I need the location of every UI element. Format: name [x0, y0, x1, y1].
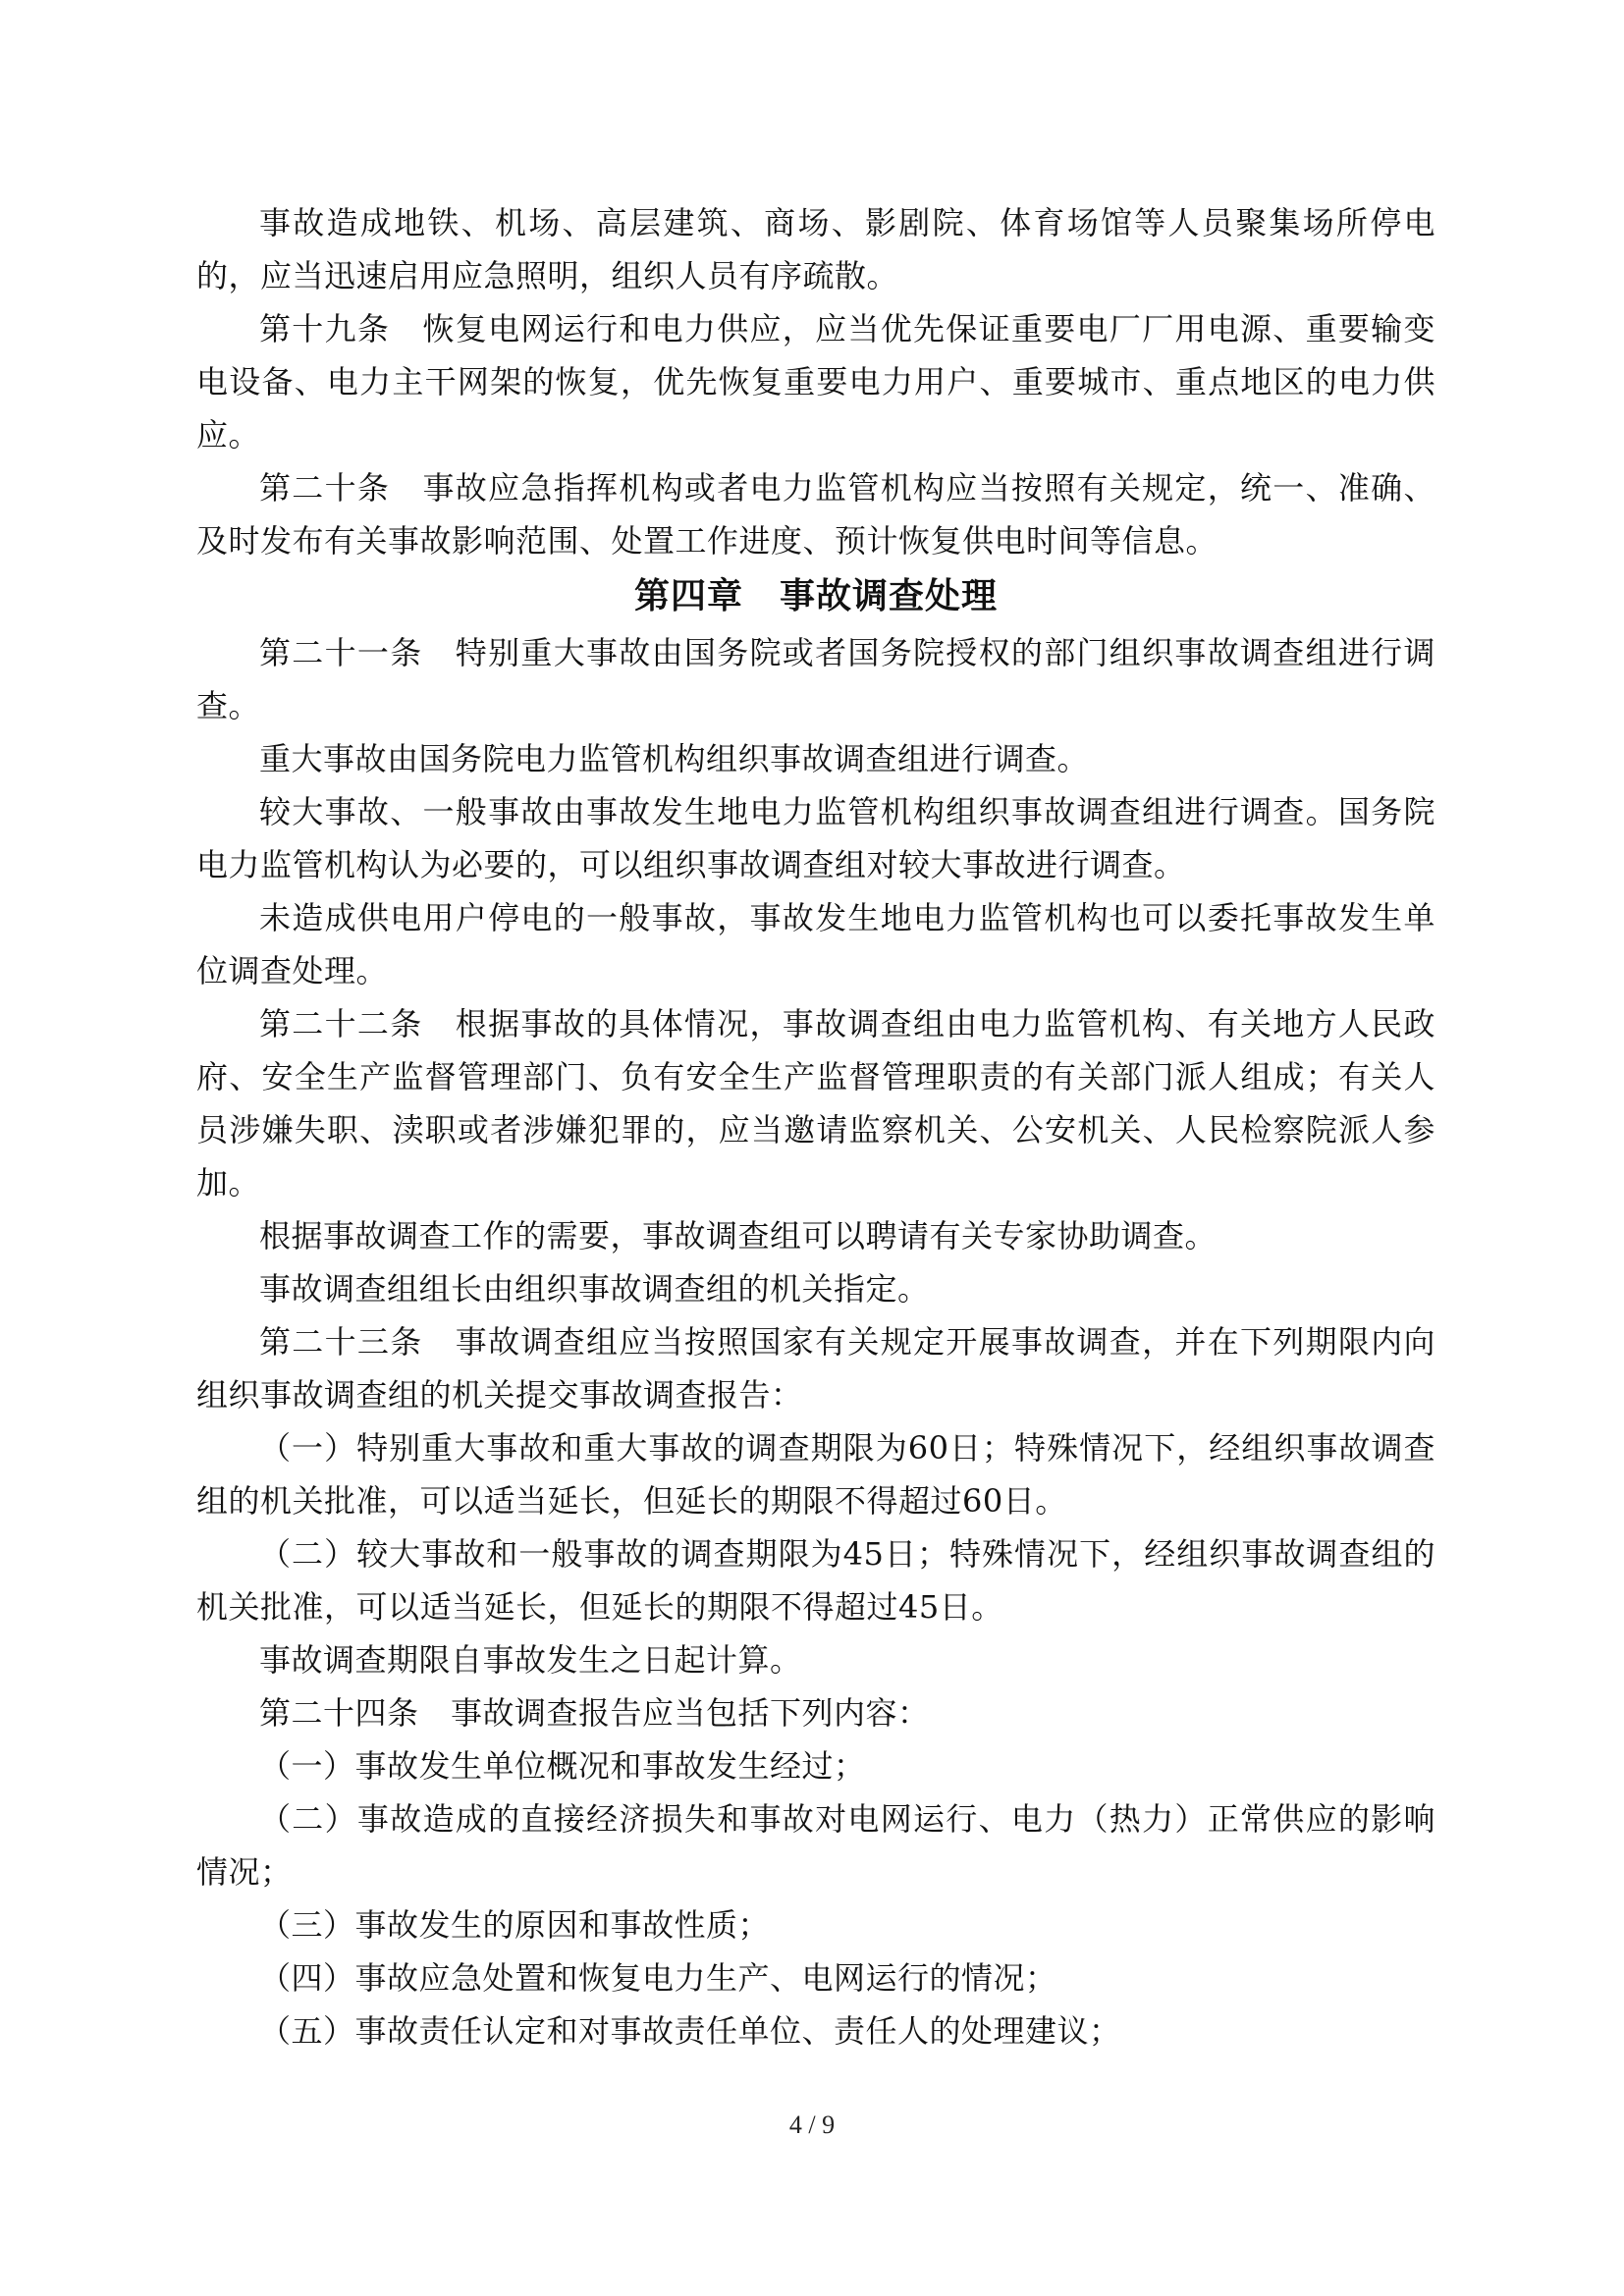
paragraph: （一）事故发生单位概况和事故发生经过；: [259, 1747, 866, 1785]
document-body: [196, 196, 1435, 2057]
paragraph: 较大事故、一般事故由事故发生地电力监管机构组织事故调查组进行调查。国务院电力监管机构认为必要的，可以组织事故调查组对较大事故进行调查。: [196, 793, 1435, 883]
paragraph: 第二十条 事故应急指挥机构或者电力监管机构应当按照有关规定，统一、准确、及时发布有关事故影响范围、处置工作进度、预计恢复供电时间等信息。: [196, 469, 1435, 560]
paragraph: 第十九条 恢复电网运行和电力供应，应当优先保证重要电厂厂用电源、重要输变电设备、电力主干网架的恢复，优先恢复重要电力用户、重要城市、重点地区的电力供应。: [196, 310, 1435, 454]
paragraph: （三）事故发生的原因和事故性质；: [259, 1906, 771, 1944]
page-number: 4 / 9: [788, 2110, 836, 2139]
paragraph: 事故造成地铁、机场、高层建筑、商场、影剧院、体育场馆等人员聚集场所停电的，应当迅速启用应急照明，组织人员有序疏散。: [196, 204, 1435, 294]
paragraph: 重大事故由国务院电力监管机构组织事故调查组进行调查。: [259, 740, 1090, 777]
paragraph: 事故调查组组长由组织事故调查组的机关指定。: [259, 1270, 930, 1308]
chapter-heading: 第四章 事故调查处理: [633, 575, 998, 616]
paragraph: （四）事故应急处置和恢复电力生产、电网运行的情况；: [259, 1959, 1057, 1997]
paragraph: （一）特别重大事故和重大事故的调查期限为60日；特殊情况下，经组织事故调查组的机关批准，可以适当延长，但延长的期限不得超过60日。: [196, 1429, 1435, 1520]
paragraph: 第二十二条 根据事故的具体情况，事故调查组由电力监管机构、有关地方人民政府、安全生产监督管理部门、负有安全生产监督管理职责的有关部门派人组成；有关人员涉嫌失职、渎职或者涉嫌犯罪的，应当邀请监察机关、公安机关、人民检察院派人参加。: [196, 1005, 1435, 1201]
paragraph: 第二十一条 特别重大事故由国务院或者国务院授权的部门组织事故调查组进行调查。: [196, 634, 1435, 724]
paragraph: 根据事故调查工作的需要，事故调查组可以聘请有关专家协助调查。: [259, 1217, 1218, 1255]
paragraph: 事故调查期限自事故发生之日起计算。: [259, 1641, 802, 1679]
paragraph: 第二十四条 事故调查报告应当包括下列内容：: [259, 1694, 930, 1732]
paragraph: 未造成供电用户停电的一般事故，事故发生地电力监管机构也可以委托事故发生单位调查处理。: [196, 899, 1435, 989]
paragraph: （五）事故责任认定和对事故责任单位、责任人的处理建议；: [259, 2012, 1121, 2050]
paragraph: （二）事故造成的直接经济损失和事故对电网运行、电力（热力）正常供应的影响情况；: [196, 1800, 1435, 1891]
paragraph: 第二十三条 事故调查组应当按照国家有关规定开展事故调查，并在下列期限内向组织事故调查组的机关提交事故调查报告：: [196, 1323, 1435, 1414]
paragraph: （二）较大事故和一般事故的调查期限为45日；特殊情况下，经组织事故调查组的机关批准，可以适当延长，但延长的期限不得超过45日。: [196, 1535, 1435, 1626]
